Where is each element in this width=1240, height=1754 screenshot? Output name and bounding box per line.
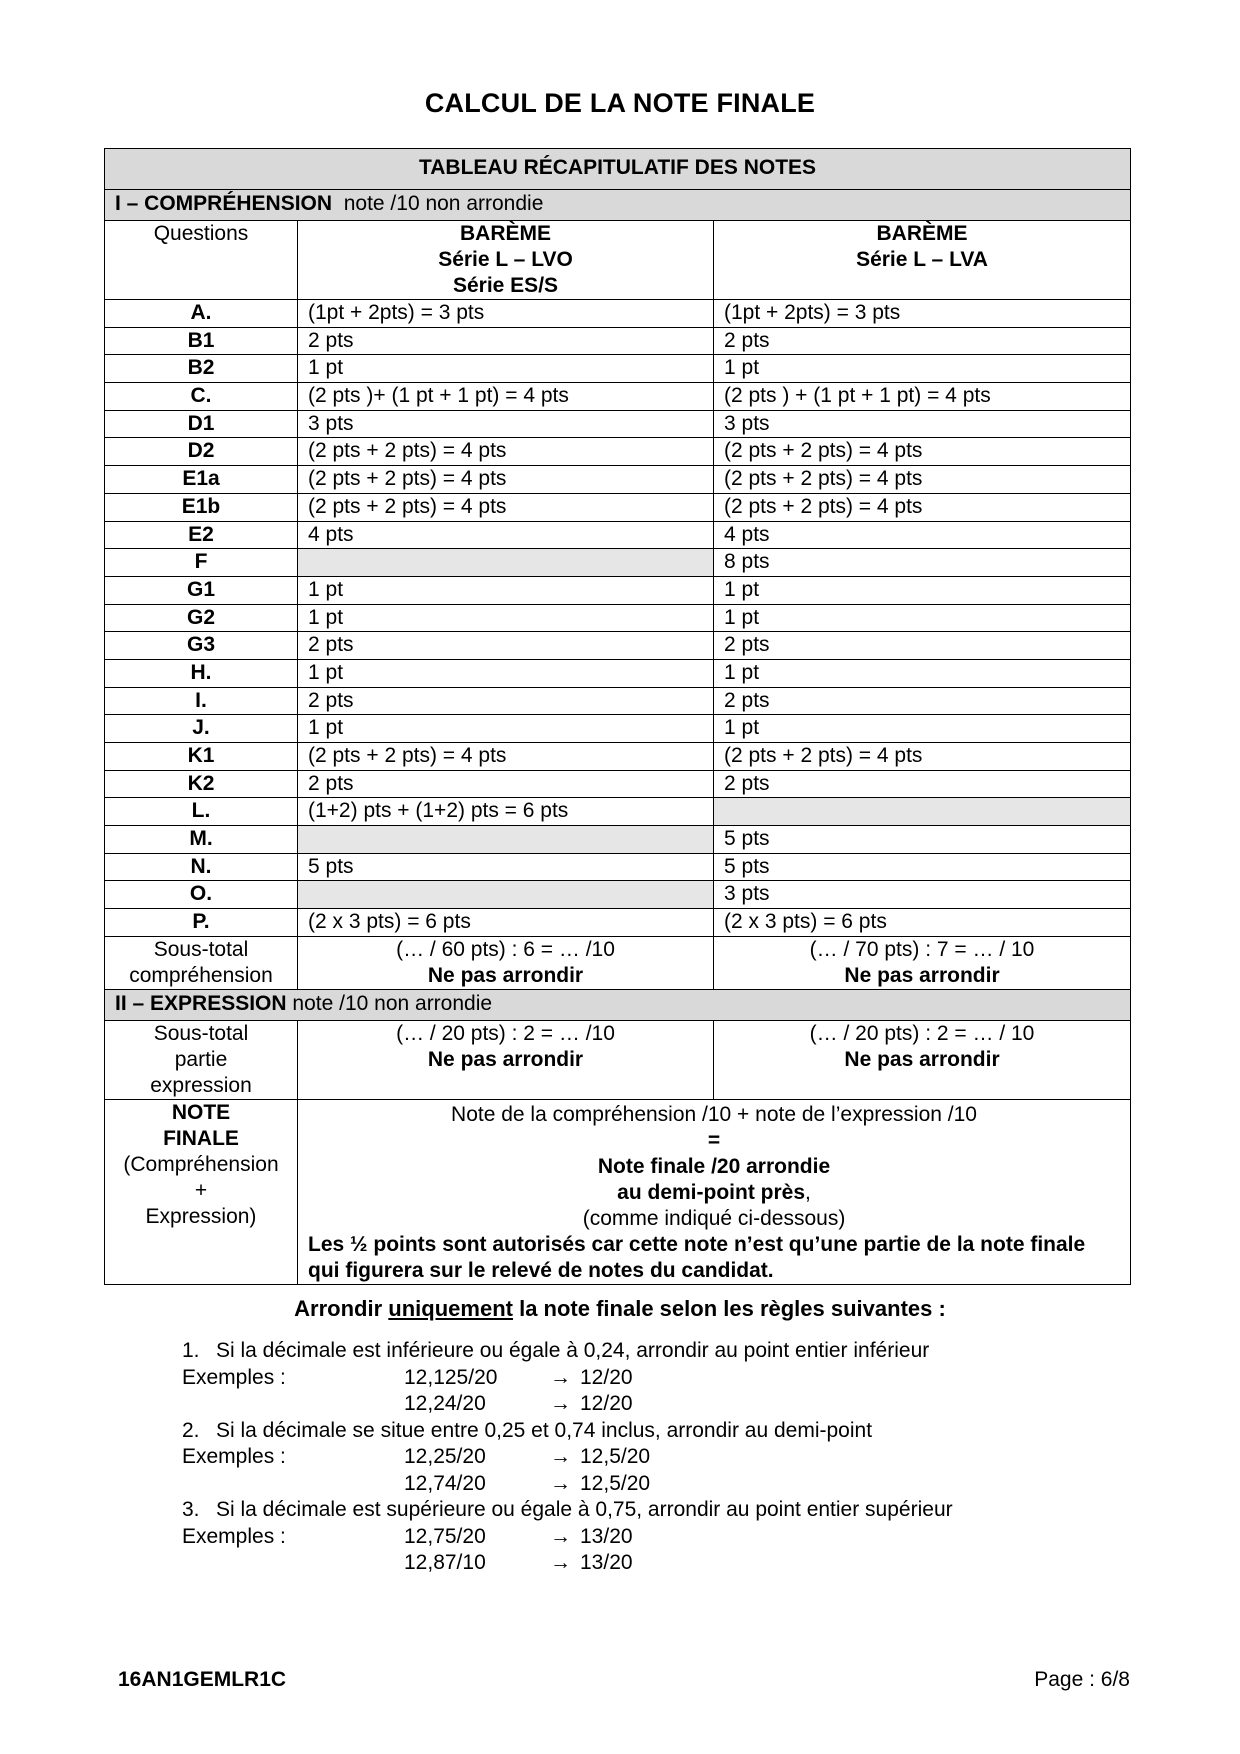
subtotal2-lva-note: Ne pas arrondir — [844, 1047, 1000, 1071]
table-row — [105, 743, 1131, 771]
question-id: E1a — [105, 466, 298, 494]
rounding-heading-u: uniquement — [388, 1296, 513, 1321]
table-row — [105, 327, 1131, 355]
question-id: I. — [105, 687, 298, 715]
lvo-points: 1 pt — [298, 604, 714, 632]
lva-points: (2 pts ) + (1 pt + 1 pt) = 4 pts — [714, 383, 1131, 411]
example-result: 13/20 — [580, 1524, 633, 1548]
subtotal-expression-lva — [714, 1020, 1131, 1099]
example-value: 12,25/20 — [404, 1445, 486, 1468]
lva-points: (2 x 3 pts) = 6 pts — [714, 909, 1131, 937]
rounding-example — [182, 1365, 953, 1392]
question-id: B2 — [105, 355, 298, 383]
section-expression-note: note /10 non arrondie — [292, 991, 493, 1015]
col-header-lvo — [298, 221, 714, 300]
rule-text: Si la décimale se situe entre 0,25 et 0,74 inclus, arrondir au demi-point — [216, 1418, 873, 1442]
rounding-heading-b: la note finale selon les règles suivantes : — [519, 1296, 946, 1321]
example-value: 12,24/20 — [404, 1392, 486, 1415]
example-result: 12/20 — [580, 1392, 633, 1415]
section-expression-title: II – EXPRESSION — [115, 991, 287, 1015]
arrow-right-icon: → — [550, 1365, 571, 1389]
lvo-line-3: Série ES/S — [452, 274, 559, 297]
table-row — [105, 438, 1131, 466]
arrow-right-icon: → — [550, 1392, 571, 1415]
example-result: 13/20 — [580, 1551, 633, 1574]
lvo-points: (2 pts + 2 pts) = 4 pts — [298, 438, 714, 466]
table-row — [105, 410, 1131, 438]
lvo-line-1: BARÈME — [459, 222, 551, 245]
subtotal-expression-label — [105, 1020, 298, 1099]
final-note-label — [105, 1099, 298, 1284]
question-id: B1 — [105, 327, 298, 355]
lvo-points: 1 pt — [298, 576, 714, 604]
lvo-points: (2 pts + 2 pts) = 4 pts — [298, 466, 714, 494]
question-id: A. — [105, 300, 298, 328]
rule-number: 2. — [182, 1418, 200, 1442]
table-row — [105, 826, 1131, 854]
rounding-rule — [182, 1338, 953, 1365]
lva-points: 2 pts — [714, 687, 1131, 715]
question-id: G2 — [105, 604, 298, 632]
rounding-example — [182, 1391, 953, 1418]
subtotal-expression-lvo — [298, 1020, 714, 1099]
lvo-points: (1pt + 2pts) = 3 pts — [298, 300, 714, 328]
final-label-4: + — [194, 1178, 208, 1202]
table-row — [105, 383, 1131, 411]
example-result: 12,5/20 — [580, 1471, 651, 1495]
example-value: 12,125/20 — [404, 1365, 498, 1389]
lva-points — [714, 798, 1131, 826]
rule-number: 3. — [182, 1498, 200, 1521]
table-header: TABLEAU RÉCAPITULATIF DES NOTES — [105, 149, 1131, 190]
rounding-example — [182, 1471, 953, 1498]
question-id: G1 — [105, 576, 298, 604]
lvo-points: 2 pts — [298, 632, 714, 660]
lva-points: 4 pts — [714, 521, 1131, 549]
subtotal1-lva-note: Ne pas arrondir — [844, 963, 1000, 987]
arrow-right-icon: → — [550, 1524, 571, 1548]
rule-number: 1. — [182, 1339, 200, 1362]
lvo-points: 2 pts — [298, 687, 714, 715]
subtotal2-lvo-formula: (… / 20 pts) : 2 = … /10 — [396, 1021, 615, 1045]
lva-points: (2 pts + 2 pts) = 4 pts — [714, 438, 1131, 466]
table-row — [105, 687, 1131, 715]
lva-points: 1 pt — [714, 576, 1131, 604]
lvo-points: (1+2) pts + (1+2) pts = 6 pts — [298, 798, 714, 826]
table-row — [105, 549, 1131, 577]
lva-points: 1 pt — [714, 659, 1131, 687]
lva-points: 1 pt — [714, 604, 1131, 632]
examples-label: Exemples : — [182, 1524, 286, 1548]
table-row — [105, 659, 1131, 687]
final-line-2: = — [707, 1128, 721, 1152]
final-label-2: FINALE — [163, 1126, 239, 1150]
table-row — [105, 493, 1131, 521]
lvo-points: (2 x 3 pts) = 6 pts — [298, 909, 714, 937]
example-value: 12,75/20 — [404, 1524, 486, 1548]
final-line-4 — [308, 1180, 1120, 1206]
table-row — [105, 798, 1131, 826]
section-comprehension-title: I – COMPRÉHENSION — [115, 192, 333, 215]
subtotal1-lva-formula: (… / 70 pts) : 7 = … / 10 — [809, 937, 1035, 961]
question-id: D2 — [105, 438, 298, 466]
lvo-points — [298, 549, 714, 577]
lvo-points: 5 pts — [298, 853, 714, 881]
rounding-heading-a: Arrondir — [294, 1296, 383, 1321]
lva-points: (2 pts + 2 pts) = 4 pts — [714, 466, 1131, 494]
lvo-points: 2 pts — [298, 327, 714, 355]
rounding-example — [182, 1550, 953, 1577]
lvo-points: (2 pts )+ (1 pt + 1 pt) = 4 pts — [298, 383, 714, 411]
lva-points: (2 pts + 2 pts) = 4 pts — [714, 493, 1131, 521]
question-id: K2 — [105, 770, 298, 798]
lvo-points: 2 pts — [298, 770, 714, 798]
table-row — [105, 355, 1131, 383]
lva-points: 2 pts — [714, 327, 1131, 355]
document-code: 16AN1GEMLR1C — [118, 1668, 287, 1691]
question-id: D1 — [105, 410, 298, 438]
lvo-points: 3 pts — [298, 410, 714, 438]
example-result: 12/20 — [580, 1365, 633, 1389]
lvo-points: 1 pt — [298, 355, 714, 383]
lva-points: 2 pts — [714, 632, 1131, 660]
subtotal2-lva-formula: (… / 20 pts) : 2 = … / 10 — [809, 1021, 1035, 1045]
question-id: E1b — [105, 493, 298, 521]
final-line-5: (comme indiqué ci-dessous) — [582, 1206, 846, 1230]
question-id: H. — [105, 659, 298, 687]
subtotal2-label-2: partie — [174, 1047, 228, 1071]
subtotal2-label-1: Sous-total — [153, 1021, 249, 1045]
subtotal-comprehension-lva — [714, 936, 1131, 989]
final-label-3: (Compréhension — [123, 1152, 279, 1176]
question-id: N. — [105, 853, 298, 881]
table-row — [105, 521, 1131, 549]
subtotal2-lvo-note: Ne pas arrondir — [427, 1047, 584, 1071]
lvo-points: 1 pt — [298, 715, 714, 743]
lva-points: (2 pts + 2 pts) = 4 pts — [714, 743, 1131, 771]
question-id: L. — [105, 798, 298, 826]
table-row — [105, 576, 1131, 604]
lva-points: 1 pt — [714, 715, 1131, 743]
lva-points: 2 pts — [714, 770, 1131, 798]
lva-points: 5 pts — [714, 826, 1131, 854]
lva-points: 8 pts — [714, 549, 1131, 577]
subtotal1-label-2: compréhension — [129, 963, 273, 987]
rule-text: Si la décimale est supérieure ou égale à 0,75, arrondir au point entier supérieur — [216, 1498, 953, 1521]
section-comprehension — [105, 190, 1131, 221]
question-id: O. — [105, 881, 298, 909]
example-result: 12,5/20 — [580, 1445, 651, 1468]
subtotal1-label-1: Sous-total — [153, 937, 249, 961]
lva-points: 1 pt — [714, 355, 1131, 383]
subtotal1-lvo-formula: (… / 60 pts) : 6 = … /10 — [396, 937, 615, 961]
lva-line-2: Série L – LVA — [856, 248, 988, 271]
lvo-points: 4 pts — [298, 521, 714, 549]
table-row — [105, 853, 1131, 881]
lva-points: 5 pts — [714, 853, 1131, 881]
rounding-heading — [0, 1296, 1240, 1322]
table-row — [105, 770, 1131, 798]
final-label-5: Expression) — [145, 1204, 257, 1228]
example-value: 12,74/20 — [404, 1471, 486, 1495]
arrow-right-icon: → — [550, 1471, 571, 1495]
final-line-3: Note finale /20 arrondie — [597, 1154, 831, 1178]
final-line-4-bold: au demi-point près — [617, 1180, 806, 1204]
section-expression — [105, 989, 1131, 1020]
subtotal1-lvo-note: Ne pas arrondir — [427, 963, 584, 987]
lvo-line-2: Série L – LVO — [438, 248, 573, 271]
final-note-formula — [298, 1099, 1131, 1284]
final-line-1: Note de la compréhension /10 + note de l’expression /10 — [451, 1102, 977, 1126]
rounding-rules-list — [182, 1338, 953, 1577]
final-label-1: NOTE — [171, 1100, 231, 1124]
table-row — [105, 466, 1131, 494]
section-comprehension-note: note /10 non arrondie — [343, 192, 544, 215]
table-row — [105, 909, 1131, 937]
final-line-6: Les ½ points sont autorisés car cette note n’est qu’une partie de la note finale qui figurera sur le relevé de notes du candidat. — [308, 1232, 1086, 1282]
lvo-points: (2 pts + 2 pts) = 4 pts — [298, 743, 714, 771]
table-row — [105, 300, 1131, 328]
question-id: M. — [105, 826, 298, 854]
final-line-4-comma: , — [805, 1180, 811, 1204]
question-id: P. — [105, 909, 298, 937]
lvo-points: (2 pts + 2 pts) = 4 pts — [298, 493, 714, 521]
summary-table — [104, 148, 1131, 1285]
examples-label: Exemples : — [182, 1365, 286, 1389]
rounding-example — [182, 1444, 953, 1471]
question-id: J. — [105, 715, 298, 743]
col-header-questions: Questions — [105, 221, 298, 300]
lva-points: 3 pts — [714, 881, 1131, 909]
subtotal2-label-3: expression — [150, 1073, 252, 1097]
rounding-rule — [182, 1418, 953, 1445]
rounding-example — [182, 1524, 953, 1551]
question-id: C. — [105, 383, 298, 411]
question-id: K1 — [105, 743, 298, 771]
table-row — [105, 881, 1131, 909]
question-id: E2 — [105, 521, 298, 549]
examples-label: Exemples : — [182, 1445, 286, 1468]
subtotal-comprehension-lvo — [298, 936, 714, 989]
rounding-rule — [182, 1497, 953, 1524]
arrow-right-icon: → — [550, 1445, 571, 1468]
lvo-points — [298, 881, 714, 909]
lva-line-1: BARÈME — [876, 222, 968, 245]
table-row — [105, 632, 1131, 660]
lvo-points: 1 pt — [298, 659, 714, 687]
question-id: G3 — [105, 632, 298, 660]
col-header-lva — [714, 221, 1131, 300]
question-id: F — [105, 549, 298, 577]
page-number: Page : 6/8 — [1034, 1668, 1130, 1691]
table-row — [105, 604, 1131, 632]
subtotal-comprehension-label — [105, 936, 298, 989]
rule-text: Si la décimale est inférieure ou égale à 0,24, arrondir au point entier inférieur — [216, 1339, 930, 1362]
arrow-right-icon: → — [550, 1551, 571, 1574]
lva-points: (1pt + 2pts) = 3 pts — [714, 300, 1131, 328]
table-row — [105, 715, 1131, 743]
lvo-points — [298, 826, 714, 854]
page-title: CALCUL DE LA NOTE FINALE — [424, 88, 816, 118]
example-value: 12,87/10 — [404, 1551, 486, 1574]
lva-points: 3 pts — [714, 410, 1131, 438]
